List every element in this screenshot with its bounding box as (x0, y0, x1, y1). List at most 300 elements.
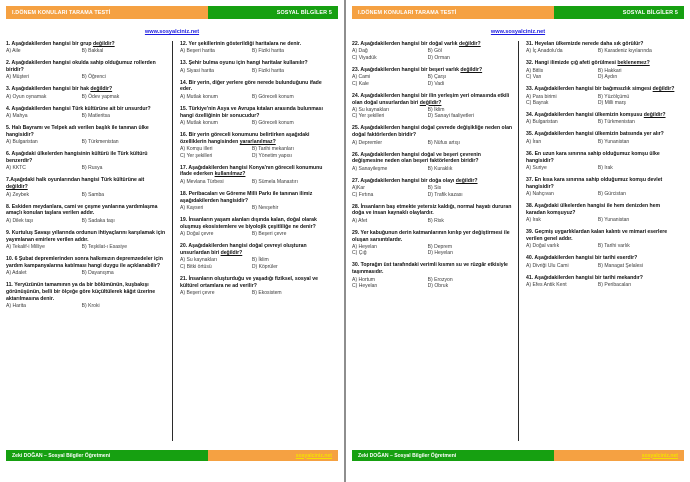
answer-options (352, 185, 513, 198)
answer-option[interactable]: D) Vadi (427, 80, 445, 87)
answer-options (180, 231, 333, 238)
answer-option[interactable]: D) Yönetim yapısı (251, 152, 292, 159)
answer-option[interactable]: B) Dayanışma (81, 269, 114, 276)
answer-option[interactable]: B) Sadaka taşı (81, 217, 115, 224)
question-emphasis: değildir? (92, 41, 115, 47)
answer-option[interactable]: A) Mutlak konum (180, 93, 218, 100)
answer-option[interactable]: D) Trafik kazası (427, 191, 463, 198)
page-1-column-2 (172, 41, 338, 441)
answer-option[interactable]: B) Sis (427, 185, 442, 192)
answer-options (526, 191, 679, 198)
question-item (180, 41, 333, 55)
question-emphasis: değildir? (6, 184, 28, 191)
question-item (352, 93, 513, 120)
question-text: 40. Aşağıdakilerden hangisi bir tarihi eserdir? (526, 255, 638, 262)
answer-option[interactable]: A) Mutlak konum (180, 119, 218, 126)
option-row (180, 231, 333, 238)
header-title-right (208, 6, 338, 19)
answer-option[interactable]: B) Öğrenci (81, 74, 106, 81)
page-footer (352, 450, 684, 461)
question-item (526, 275, 679, 289)
answer-options (6, 113, 167, 120)
answer-options (6, 270, 167, 277)
page-1 (0, 0, 344, 482)
answer-option[interactable]: B) Türkmenistan (597, 119, 635, 126)
option-row (6, 270, 167, 277)
answer-options (352, 48, 513, 61)
answer-option[interactable]: D) Obruk (427, 283, 449, 290)
option-row (526, 74, 679, 81)
page-header-banner (352, 6, 684, 19)
answer-option[interactable]: A) KKTC (6, 165, 26, 172)
footer-author (6, 450, 208, 461)
answer-option[interactable]: B) Fiziki harita (251, 48, 284, 55)
answer-option[interactable]: B) Fiziki harita (251, 67, 284, 74)
question-text: 29. Yer kabuğunun derin katmanlarının kırılıp yer değiştirmesi ile oluşan sarsıntılardır. (352, 229, 510, 243)
option-row (6, 74, 167, 81)
question-item (6, 151, 167, 172)
answer-option[interactable]: A) Mevlana Türbesi (180, 178, 224, 185)
answer-option[interactable]: A) Bulgaristan (526, 119, 558, 126)
option-row (352, 283, 513, 290)
option-row (6, 48, 167, 55)
footer-author-text: Zeki DOĞAN – Sosyal Bilgiler Öğretmeni (358, 452, 457, 459)
question-item (352, 262, 513, 289)
answer-option[interactable]: A) Müşteri (6, 74, 29, 81)
option-row (6, 165, 167, 172)
question-text: 14. Bir yerin, diğer yerlere göre nerede bulunduğunu ifade eder. (180, 79, 322, 93)
question-item (180, 165, 333, 186)
answer-option[interactable]: C) Van (526, 74, 542, 81)
answer-option[interactable]: D) Milli marş (597, 100, 626, 107)
option-row (526, 243, 679, 250)
answer-options (352, 166, 513, 173)
option-row (526, 139, 679, 146)
option-row (526, 165, 679, 172)
answer-option[interactable]: B) Bakkal (81, 48, 104, 55)
option-row (352, 140, 513, 147)
question-text: 19. İnsanların yaşam alanları dışında kalan, doğal olarak oluşmuş ekosistemlere ve biyolojik çeşitliliğe ne denir? (180, 216, 317, 230)
answer-option[interactable]: B) Irak (597, 164, 613, 171)
question-text: 3. Aşağıdakilerden hangisi bir hak değildir? (6, 86, 113, 93)
answer-options (352, 244, 513, 257)
question-item (6, 125, 167, 146)
answer-option[interactable]: A) Suriye (526, 164, 547, 171)
question-item (6, 106, 167, 120)
answer-option[interactable]: B) Göreceli konum (251, 93, 294, 100)
header-title-left (6, 6, 208, 19)
header-site-url-link[interactable]: www.sosyalciniz.net (144, 29, 200, 35)
answer-option[interactable]: A) Mahya (6, 113, 28, 120)
answer-option[interactable]: B) Samba (81, 191, 105, 198)
question-text: 1. Aşağıdakilerden hangisi bir grup değildir? (6, 41, 115, 47)
answer-option[interactable]: A) Adalet (6, 269, 27, 276)
option-row (526, 48, 679, 55)
option-row (352, 55, 513, 62)
answer-options (526, 243, 679, 250)
header-title-left (352, 6, 554, 19)
answer-option[interactable]: B) İklim (427, 106, 445, 113)
question-text: 16. Bir yerin göreceli konumunu belirtirken aşağıdaki özelliklerin hangisinden yararlanılmaz? (180, 131, 310, 145)
question-emphasis: değildir? (458, 41, 481, 47)
answer-option[interactable]: A) Efes Antik Kent (526, 282, 567, 289)
answer-option[interactable]: A) Beşeri çevre (180, 289, 215, 296)
question-text: 8. Eskiden meydanlara, cami ve çeşme yanlarına yardımlaşma amaçlı konulan taşlara verilen addır. (6, 203, 158, 217)
answer-option[interactable]: B) Göl (427, 48, 442, 55)
answer-options (526, 217, 679, 224)
answer-option[interactable]: A)Kar (352, 185, 365, 192)
option-row (526, 282, 679, 289)
header-title-right-text: SOSYAL BİLGİLER 5 (622, 9, 678, 16)
answer-options (6, 192, 167, 199)
question-item (526, 112, 679, 126)
answer-options (352, 277, 513, 290)
option-row (6, 113, 167, 120)
answer-option[interactable]: B) Türkmenistan (81, 139, 119, 146)
answer-option[interactable]: B) Çarşı (427, 74, 447, 81)
option-row (6, 192, 167, 199)
answer-option[interactable]: D) Heyelan (427, 250, 453, 257)
footer-author-text: Zeki DOĞAN – Sosyal Bilgiler Öğretmeni (12, 452, 111, 459)
header-site-url-link[interactable]: www.sosyalciniz.net (490, 29, 546, 35)
answer-options (526, 165, 679, 172)
answer-option[interactable]: C) Bitki örtüsü (180, 263, 212, 270)
option-row (526, 191, 679, 198)
answer-option[interactable]: B) Yüzölçümü (597, 93, 630, 100)
answer-option[interactable]: A) Su kaynakları (352, 106, 390, 113)
answer-options (352, 140, 513, 147)
answer-option[interactable]: A) İç Anadolu'da (526, 48, 563, 55)
answer-option[interactable]: A) Sanayileşme (352, 165, 388, 172)
footer-author (352, 450, 554, 461)
answer-option[interactable]: B) Hakkari (597, 67, 622, 74)
question-emphasis: değildir? (455, 177, 478, 184)
answer-option[interactable]: B) Ödev yapmak (81, 93, 120, 100)
answer-options (526, 68, 679, 81)
answer-option[interactable]: C) Bayrak (526, 100, 549, 107)
answer-option[interactable]: B) Managat Şelalesi (597, 262, 644, 269)
option-row (526, 100, 679, 107)
answer-option[interactable]: C) Fırtına (352, 191, 374, 198)
answer-option[interactable]: C) Yer şekilleri (352, 113, 385, 120)
question-item (352, 230, 513, 257)
question-item (6, 86, 167, 100)
option-row (6, 139, 167, 146)
question-item (352, 67, 513, 87)
question-item (526, 203, 679, 224)
question-text: 27. Aşağıdakilerden hangisi bir doğa olayı değildir? (352, 177, 478, 184)
answer-option[interactable]: B) Gürcistan (597, 191, 626, 198)
answer-option[interactable]: B) Beşeri çevre (251, 231, 287, 238)
question-text: 20. Aşağıdakilerden hangisi doğal çevreyi oluşturan unsurlardan biri değildir? (180, 243, 307, 256)
answer-option[interactable]: B) Kuraklık (427, 165, 453, 172)
answer-option[interactable]: B) Teşkilat-ı Esasiye (81, 243, 127, 250)
answer-option[interactable]: B) Peribacaları (597, 282, 632, 289)
question-item (180, 217, 333, 238)
question-item (526, 177, 679, 198)
answer-option[interactable]: A) Nahçıvan (526, 191, 554, 198)
answer-option[interactable]: D) Orman (427, 54, 450, 61)
header-title-right (554, 6, 684, 19)
question-text: 7.Aşağıdaki halk oyunlarından hangisi Türk kültürüne ait değildir? (6, 177, 145, 191)
page-header-banner (6, 6, 338, 19)
answer-options (6, 165, 167, 172)
option-row (352, 166, 513, 173)
option-row (6, 218, 167, 225)
question-text: 23. Aşağıdakilerden hangisi bir beşeri varlık değildir? (352, 66, 483, 73)
option-row (352, 113, 513, 120)
answer-option[interactable]: B) Ekosistem (251, 289, 282, 296)
answer-options (526, 119, 679, 126)
question-emphasis: değildir? (90, 86, 113, 93)
question-text: 41. Aşağıdakilerden hangisi bir tarihi mekandır? (526, 274, 643, 281)
question-text: 38. Aşağıdaki ülkelerden hangisi ile hem denizden hem karadan komşuyuz? (526, 203, 661, 216)
answer-option[interactable]: A) Divriği Ulu Cami (526, 262, 569, 269)
answer-option[interactable]: A) Depremler (352, 139, 383, 146)
answer-options (526, 139, 679, 146)
answer-option[interactable]: B) Tarihi varlık (597, 243, 630, 250)
question-text: 12. Yer şekillerinin gösterildiği haritalara ne denir. (180, 41, 302, 47)
page-2 (346, 0, 690, 482)
answer-option[interactable]: A) Dilek taşı (6, 217, 34, 224)
answer-option[interactable]: A) Irak (526, 217, 541, 224)
question-text: 37. En kısa kara sınırına sahip olduğumuz komşu devlet hangisidir? (526, 176, 663, 190)
answer-options (180, 205, 333, 212)
question-text: 31. Heyelan ülkemizde nerede daha sık görülür? (526, 41, 644, 47)
answer-option[interactable]: A) İran (526, 138, 542, 145)
answer-option[interactable]: A) Siyasi harita (180, 67, 214, 74)
page-1-column-1 (6, 41, 172, 441)
answer-option[interactable]: A) Hortum (352, 276, 375, 283)
question-item (180, 243, 333, 270)
answer-option[interactable]: A) Komşu illeri (180, 146, 213, 153)
footer-site-url (208, 450, 338, 461)
answer-option[interactable]: A) Beşeri harita (180, 48, 215, 55)
question-text: 11. Yeryüzünün tamamının ya da bir bölümünün, kuşbakışı görünüşünün, belli bir ölçeğe göre küçültülerek kâğıt üzerine aktarılmasına denir. (6, 282, 156, 302)
answer-option[interactable]: A) Doğal varlık (526, 243, 560, 250)
answer-option[interactable]: A) Zeybek (6, 191, 29, 198)
option-row (6, 94, 167, 101)
question-item (6, 204, 167, 225)
question-item (180, 191, 333, 212)
header-title-left-text: I.DÖNEM KONULARI TARAMA TESTİ (358, 9, 457, 16)
answer-options (180, 48, 333, 55)
question-item (352, 204, 513, 225)
answer-option[interactable]: C) Yer şekilleri (180, 152, 213, 159)
answer-option[interactable]: C) Kale (352, 80, 369, 87)
question-text: 25. Aşağıdakilerden hangisi doğal çevrede değişikliğe neden olan doğal faktörlerden biridir? (352, 125, 513, 139)
question-text: 36. En uzun kara sınırına sahip olduğumuz komşu ülke hangisidir? (526, 150, 660, 164)
option-row (352, 192, 513, 199)
answer-options (526, 263, 679, 270)
page-2-column-1 (352, 41, 518, 441)
option-row (180, 205, 333, 212)
question-text: 24. Aşağıdakilerden hangisi bir ilin yerleşim yeri olmasında etkili olan doğal unsurlardan biri değildir? (352, 92, 510, 106)
question-text: 33. Aşağıdakilerden hangisi bir bağımsızlık simgesi değildir? (526, 86, 675, 93)
answer-option[interactable]: A) Dağ (352, 48, 368, 55)
option-row (352, 81, 513, 88)
option-row (180, 48, 333, 55)
option-row (6, 244, 167, 251)
answer-option[interactable]: A) Bulgaristan (6, 139, 38, 146)
question-emphasis: değildir? (643, 112, 666, 119)
question-item (526, 60, 679, 80)
question-item (352, 152, 513, 173)
option-row (180, 153, 333, 160)
answer-options (6, 74, 167, 81)
answer-option[interactable]: C) Çığ (352, 250, 367, 257)
answer-options (180, 257, 333, 270)
answer-option[interactable]: B) Nevşehir (251, 204, 279, 211)
question-text: 26. Aşağıdakilerden hangisi doğal ve beşeri çevrenin değişmesine neden olan beşeri faktörlerden biridir? (352, 151, 481, 165)
footer-site-url-link[interactable]: sosyalciniz.net (641, 452, 678, 459)
answer-options (352, 74, 513, 87)
page-2-columns (352, 41, 684, 441)
header-title-left-text: I.DÖNEM KONULARI TARAMA TESTİ (12, 9, 111, 16)
answer-options (6, 244, 167, 251)
answer-option[interactable]: B) Risk (427, 217, 444, 224)
page-2-column-2 (518, 41, 684, 441)
question-text: 10. 6 Şubat depremlerinden sonra halkımızın depremzedeler için yardım kampanyalarına katılması hangi duygu ile açıklanabilir? (6, 255, 163, 269)
footer-site-url-link[interactable]: sosyalciniz.net (295, 452, 332, 459)
answer-option[interactable]: B) Karadeniz kıyılarında (597, 48, 652, 55)
question-item (6, 60, 167, 81)
question-item (180, 60, 333, 74)
question-text: 6. Aşağıdaki ülkelerden hangisinin kültürü ile Türk kültürü benzerdir? (6, 151, 148, 165)
question-item (6, 41, 167, 55)
answer-option[interactable]: B) Yunanistan (597, 138, 630, 145)
answer-option[interactable]: A) Doğal çevre (180, 231, 214, 238)
answer-options (180, 179, 333, 186)
option-row (526, 217, 679, 224)
option-row (180, 94, 333, 101)
question-text: 18. Peribacaları ve Göreme Milli Parkı ile tanınan ilimiz aşağıdakilerden hangisidir? (180, 190, 313, 204)
question-text: 32. Hangi ilimizde çığ afeti görülmesi beklenemez? (526, 60, 650, 67)
question-text: 2. Aşağıdakilerden hangisi okulda sahip olduğumuz rollerden biridir? (6, 60, 156, 74)
question-text: 35. Aşağıdakilerden hangisi ülkemizin batısında yer alır? (526, 131, 664, 138)
answer-option[interactable]: D) Köprüler (251, 263, 278, 270)
question-emphasis: değildir? (419, 99, 442, 106)
question-item (526, 131, 679, 145)
question-text: 13. Şehir bulma oyunu için hangi haritalar kullanılır? (180, 60, 308, 67)
answer-option[interactable]: B) Sümela Manastırı (251, 178, 298, 185)
option-row (526, 263, 679, 270)
question-item (352, 125, 513, 146)
answer-options (180, 146, 333, 159)
option-row (526, 119, 679, 126)
question-emphasis: değildir? (460, 66, 483, 73)
question-item (352, 41, 513, 61)
answer-option[interactable]: B) Rusya (81, 165, 103, 172)
answer-option[interactable]: B) Kroki (81, 302, 100, 309)
answer-option[interactable]: B) Yunanistan (597, 217, 630, 224)
answer-option[interactable]: B) Tarihi mekanları (251, 146, 294, 153)
answer-option[interactable]: A) Harita (6, 302, 26, 309)
answer-options (6, 48, 167, 55)
option-row (180, 179, 333, 186)
option-row (180, 120, 333, 127)
question-item (180, 276, 333, 297)
option-row (352, 250, 513, 257)
question-item (526, 255, 679, 269)
footer-site-url (554, 450, 684, 461)
answer-option[interactable]: B) Erozyon (427, 276, 453, 283)
answer-option[interactable]: B) Nüfus artışı (427, 139, 460, 146)
page-footer (6, 450, 338, 461)
question-item (6, 230, 167, 251)
question-emphasis: beklenemez? (617, 60, 650, 67)
answer-options (6, 94, 167, 101)
question-emphasis: değildir? (652, 86, 675, 93)
question-text: 34. Aşağıdakilerden hangisi ülkemizin komşusu değildir? (526, 112, 666, 119)
answer-option[interactable]: A) Oyun oynamak (6, 93, 47, 100)
header-title-right-text: SOSYAL BİLGİLER 5 (276, 9, 332, 16)
answer-option[interactable]: A) Heyelan (352, 243, 377, 250)
answer-option[interactable]: C) Viyadük (352, 54, 377, 61)
answer-option[interactable]: A) Kayseri (180, 204, 204, 211)
question-text: 15. Türkiye'nin Asya ve Avrupa kıtaları arasında bulunması hangi özelliğinin bir sonucudur? (180, 105, 323, 119)
question-emphasis: kullanılmaz? (214, 171, 246, 178)
answer-option[interactable]: B) Matleritsa (81, 113, 110, 120)
question-item (180, 80, 333, 101)
answer-options (6, 218, 167, 225)
answer-option[interactable]: D) Aydın (597, 74, 618, 81)
question-emphasis: yararlanılmaz? (239, 138, 276, 145)
question-text: 22. Aşağıdakilerden hangisi bir doğal varlık değildir? (352, 41, 481, 47)
answer-option[interactable]: A) Tekalif-i Milliye (6, 243, 45, 250)
question-text: 5. Halı Bayramı ve Telpek adı verilen başlık ile tanınan ülke hangisidir? (6, 125, 149, 138)
question-text: 30. Toprağın üst tarafındaki verimli kısmın su ve rüzgâr etkisiyle taşınmasıdır. (352, 262, 508, 276)
answer-options (180, 290, 333, 297)
answer-option[interactable]: B) Göreceli konum (251, 119, 294, 126)
question-text: 17. Aşağıdakilerden hangisi Konya'nın göreceli konumunu ifade ederken kullanılmaz? (180, 164, 323, 178)
question-text: 4. Aşağıdakilerden hangisi Türk kültürüne ait bir unsurdur? (6, 105, 151, 112)
question-item (352, 178, 513, 198)
option-row (180, 68, 333, 75)
question-item (526, 41, 679, 55)
answer-options (180, 120, 333, 127)
answer-option[interactable]: A) Su kaynakları (180, 257, 218, 264)
answer-option[interactable]: A) Cami (352, 74, 371, 81)
answer-option[interactable]: A) Aile (6, 48, 21, 55)
answer-option[interactable]: B) Deprem (427, 243, 453, 250)
answer-options (6, 303, 167, 310)
question-item (6, 177, 167, 198)
page-1-columns (6, 41, 338, 441)
answer-options (180, 68, 333, 75)
question-item (526, 151, 679, 172)
answer-option[interactable]: A) Afet (352, 217, 368, 224)
answer-option[interactable]: D) Sanayi faaliyetleri (427, 113, 474, 120)
answer-options (352, 107, 513, 120)
question-item (180, 106, 333, 127)
answer-option[interactable]: C) Heyelan (352, 283, 378, 290)
option-row (6, 303, 167, 310)
answer-option[interactable]: A) Bitlis (526, 67, 544, 74)
question-emphasis: değildir? (220, 249, 243, 256)
header-site-url (346, 20, 690, 38)
answer-option[interactable]: B) İklim (251, 257, 269, 264)
answer-option[interactable]: A) Para birimi (526, 93, 557, 100)
question-item (6, 256, 167, 277)
question-item (180, 132, 333, 159)
header-site-url (0, 20, 344, 38)
question-text: 9. Kurtuluş Savaşı yıllarında ordunun ihtiyaçlarını karşılamak için yayımlanan emirlere verilen addır. (6, 229, 166, 243)
answer-options (526, 48, 679, 55)
answer-options (352, 218, 513, 225)
question-item (526, 86, 679, 106)
question-item (526, 229, 679, 250)
